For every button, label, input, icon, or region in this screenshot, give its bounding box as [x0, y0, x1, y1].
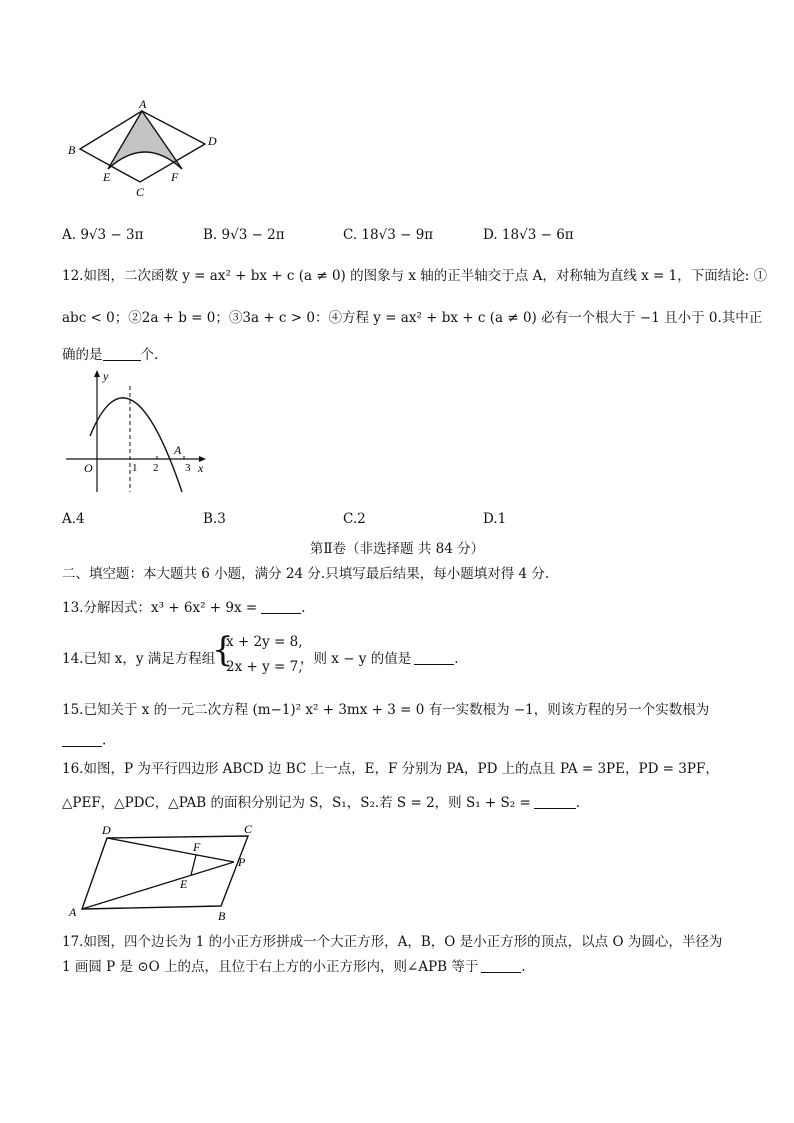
label-O: O — [84, 461, 93, 475]
label-D: D — [208, 134, 217, 148]
q12-figure — [60, 368, 210, 496]
segment-DP — [107, 838, 234, 862]
label-A: A — [139, 97, 147, 111]
label-A: A — [69, 905, 77, 919]
section-intro: 二、填空题：本大题共 6 小题，满分 24 分.只填写最后结果，每小题填对得 4 分. — [62, 566, 550, 582]
q17-line2-post: . — [521, 959, 526, 975]
q17-line2-text: 1 画圆 P 是 ⊙O 上的点，且位于右上方的小正方形内，则∠APB 等于 — [62, 959, 479, 975]
label-x: x — [198, 461, 204, 475]
q14-mid: ，则 x − y 的值是 — [300, 651, 412, 667]
q12-line2: abc < 0；②2a + b = 0；③3a + c > 0：④方程 y = ax² + bx + c (a ≠ 0) 必有一个根大于 −1 且小于 0.其中正 — [62, 310, 763, 326]
q14-answer-blank[interactable] — [414, 651, 454, 666]
label-C: C — [244, 822, 253, 836]
q11-option-a: A. 9√3 − 3π — [62, 227, 144, 243]
q14-eq2: 2x + y = 7, — [226, 659, 303, 675]
label-y: y — [103, 369, 109, 383]
label-D: D — [102, 823, 111, 837]
label-F: F — [171, 170, 179, 184]
label-B: B — [68, 143, 76, 157]
q14-post: . — [454, 651, 459, 667]
q16-line2 — [62, 791, 580, 811]
q12-line3-post: 个. — [140, 347, 159, 363]
q14-pre: 14.已知 x，y 满足方程组 — [62, 651, 216, 667]
q17-line2 — [62, 955, 526, 975]
q12-option-d: D.1 — [483, 511, 507, 527]
q12-option-c: C.2 — [343, 511, 366, 527]
q13-answer-blank[interactable] — [261, 600, 301, 615]
q16-figure — [62, 820, 262, 922]
q17-answer-blank[interactable] — [481, 959, 521, 974]
q16-line1: 16.如图，P 为平行四边形 ABCD 边 BC 上一点，E，F 分别为 PA，PD 上的点且 PA = 3PE，PD = 3PF， — [62, 761, 719, 777]
q16-line2-text: △PEF，△PDC，△PAB 的面积分别记为 S，S₁，S₂.若 S = 2，则 S₁ + S₂ = — [62, 795, 531, 811]
segment-AP — [82, 862, 234, 909]
q12-answer-blank[interactable] — [103, 347, 141, 362]
q14-eq1: x + 2y = 8, — [226, 634, 303, 650]
q16-answer-blank[interactable] — [534, 795, 576, 810]
q17-line1: 17.如图，四个边长为 1 的小正方形拼成一个大正方形，A，B，O 是小正方形的顶点，以点 O 为圆心，半径为 — [62, 934, 723, 950]
q12-option-a: A.4 — [62, 511, 85, 527]
q15-line1: 15.已知关于 x 的一元二次方程 (m−1)² x² + 3mx + 3 = 0 有一实数根为 −1，则该方程的另一个实数根为 — [62, 702, 710, 718]
q15-answer-blank[interactable] — [62, 732, 102, 747]
parabola-curve — [90, 398, 182, 492]
shaded-region — [108, 111, 182, 169]
tick-label-1: 1 — [132, 462, 138, 474]
q13-text: 13.分解因式：x³ + 6x² + 9x = — [62, 600, 258, 616]
label-B: B — [218, 909, 226, 922]
label-A: A — [174, 443, 182, 457]
q12-line1: 12.如图，二次函数 y = ax² + bx + c (a ≠ 0) 的图象与 x 轴的正半轴交于点 A，对称轴为直线 x = 1，下面结论: ① — [62, 268, 768, 284]
tick-label-2: 2 — [153, 462, 159, 474]
q11-figure — [60, 95, 230, 200]
label-E: E — [103, 170, 111, 184]
y-axis-arrow — [94, 370, 100, 377]
label-P: P — [238, 855, 246, 869]
q13-post: . — [301, 600, 306, 616]
q11-option-b: B. 9√3 − 2π — [203, 227, 285, 243]
q16-line2-post: . — [575, 795, 581, 811]
q12-line3-pre: 确的是 — [62, 347, 103, 363]
tick-label-3: 3 — [185, 462, 191, 474]
q12-line3 — [62, 343, 158, 363]
q14-tail — [300, 647, 459, 667]
q12-option-b: B.3 — [203, 511, 226, 527]
q11-option-c: C. 18√3 − 9π — [343, 227, 434, 243]
q15-line2 — [62, 732, 106, 749]
q15-post: . — [102, 732, 107, 749]
label-C: C — [136, 185, 145, 199]
q14-brace: { — [212, 630, 234, 670]
q11-option-d: D. 18√3 − 6π — [483, 227, 574, 243]
q13 — [62, 596, 306, 616]
section-title: 第Ⅱ卷（非选择题 共 84 分） — [309, 541, 485, 557]
parallelogram-abcd — [82, 836, 248, 909]
label-E: E — [180, 877, 188, 891]
label-F: F — [193, 840, 201, 854]
segment-EF — [191, 855, 196, 875]
